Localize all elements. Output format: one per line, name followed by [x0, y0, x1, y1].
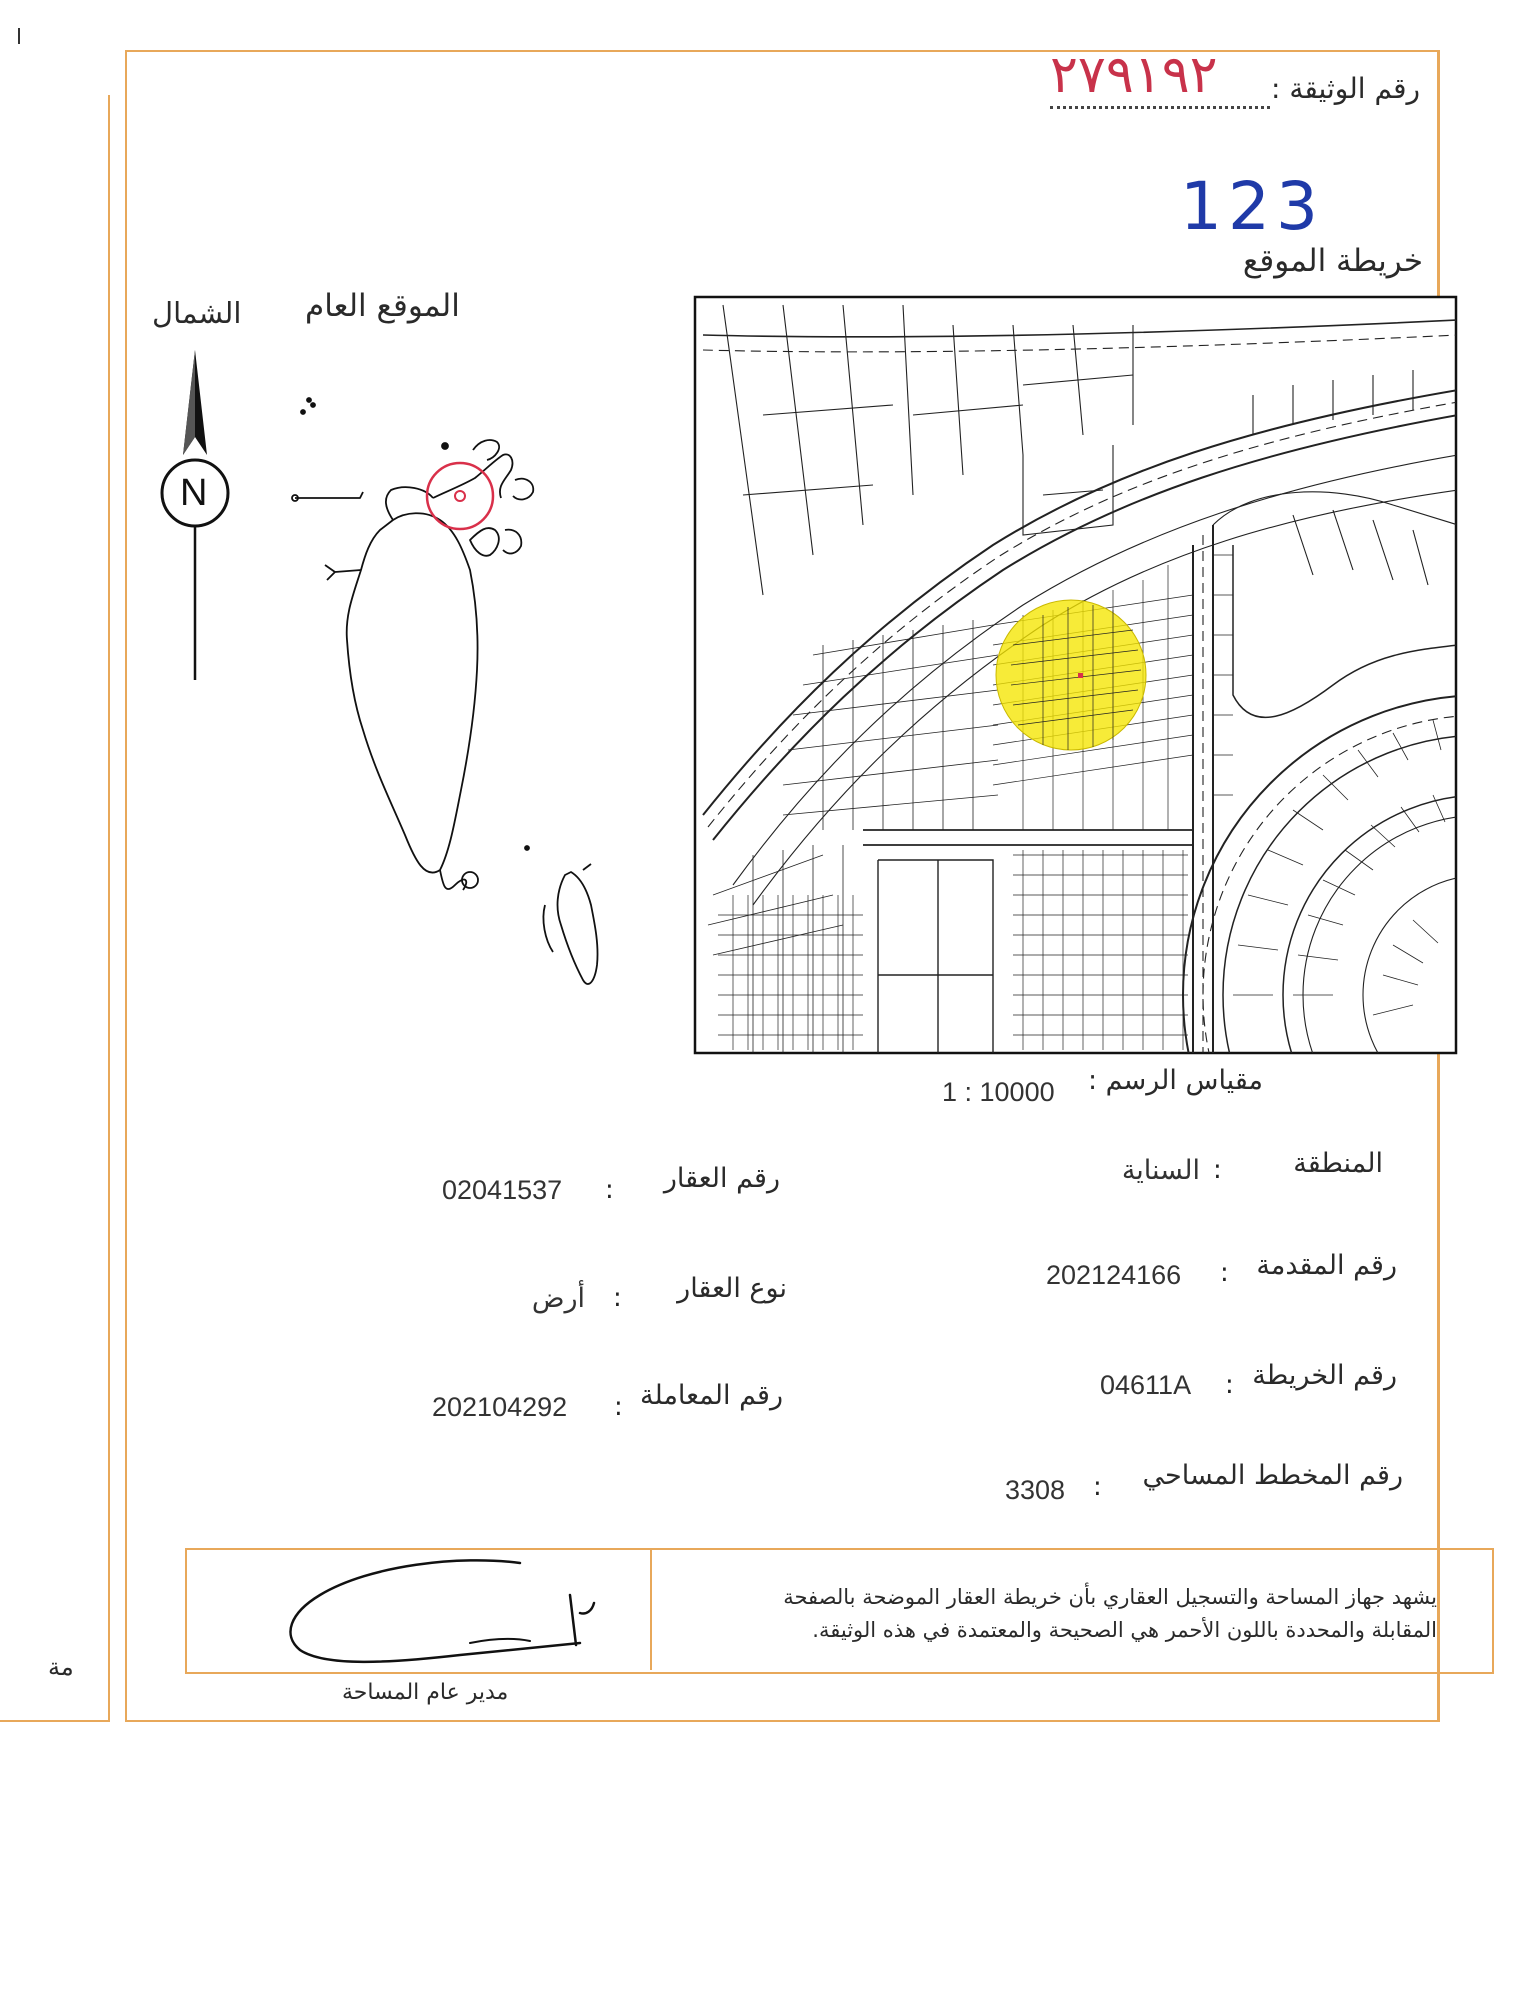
map-number-colon: : [1225, 1370, 1234, 1400]
general-location-title: الموقع العام [305, 288, 460, 324]
property-number-label: رقم العقار [663, 1163, 780, 1194]
certification-line-2: المقابلة والمحددة باللون الأحمر هي الصحيحة والمعتمدة في هذه الوثيقة. [812, 1618, 1437, 1642]
scale-label: مقياس الرسم : [1088, 1065, 1263, 1096]
certification-line-1: يشهد جهاز المساحة والتسجيل العقاري بأن خريطة العقار الموضحة بالصفحة [783, 1585, 1437, 1609]
document-number-dots [1050, 106, 1270, 109]
north-letter: N [180, 472, 208, 514]
transaction-number-value: 202104292 [432, 1392, 568, 1422]
transaction-number-colon: : [614, 1392, 623, 1422]
document-number-label: رقم الوثيقة : [1271, 72, 1420, 105]
survey-plan-number-colon: : [1093, 1472, 1102, 1502]
scale-value: 1 : 10000 [942, 1077, 1055, 1107]
application-number-colon: : [1220, 1258, 1229, 1288]
property-number-colon: : [605, 1175, 614, 1205]
application-number-label: رقم المقدمة [1256, 1250, 1397, 1281]
signature-mark [280, 1555, 610, 1675]
survey-plan-number-value: 3308 [1005, 1475, 1066, 1505]
map-number-value: 04611A [1100, 1370, 1192, 1400]
certification-divider [650, 1548, 652, 1670]
handwritten-note: 123 [1180, 168, 1324, 245]
property-number-value: 02041537 [442, 1175, 563, 1205]
north-arrow-icon [150, 345, 240, 685]
north-label: الشمال [152, 296, 242, 330]
property-type-value: أرض [531, 1283, 585, 1314]
side-fragment-text: مة [48, 1653, 74, 1681]
property-type-label: نوع العقار [677, 1273, 787, 1304]
region-label: المنطقة [1293, 1148, 1383, 1179]
application-number-value: 202124166 [1046, 1260, 1182, 1290]
transaction-number-label: رقم المعاملة [640, 1380, 783, 1411]
site-map [693, 295, 1458, 1055]
survey-plan-number-label: رقم المخطط المساحي [1142, 1460, 1403, 1491]
map-number-label: رقم الخريطة [1252, 1360, 1397, 1391]
previous-page-edge [0, 95, 110, 1722]
region-colon: : [1213, 1155, 1222, 1185]
country-outline [265, 380, 645, 1030]
property-type-colon: : [613, 1283, 622, 1313]
region-value: السناية [1121, 1155, 1200, 1186]
site-map-title: خريطة الموقع [1242, 243, 1423, 279]
document-number-handwritten: ٢٧٩١٩٢ [1050, 45, 1218, 105]
signatory-title: مدير عام المساحة [342, 1680, 509, 1705]
top-left-mark [18, 28, 20, 44]
